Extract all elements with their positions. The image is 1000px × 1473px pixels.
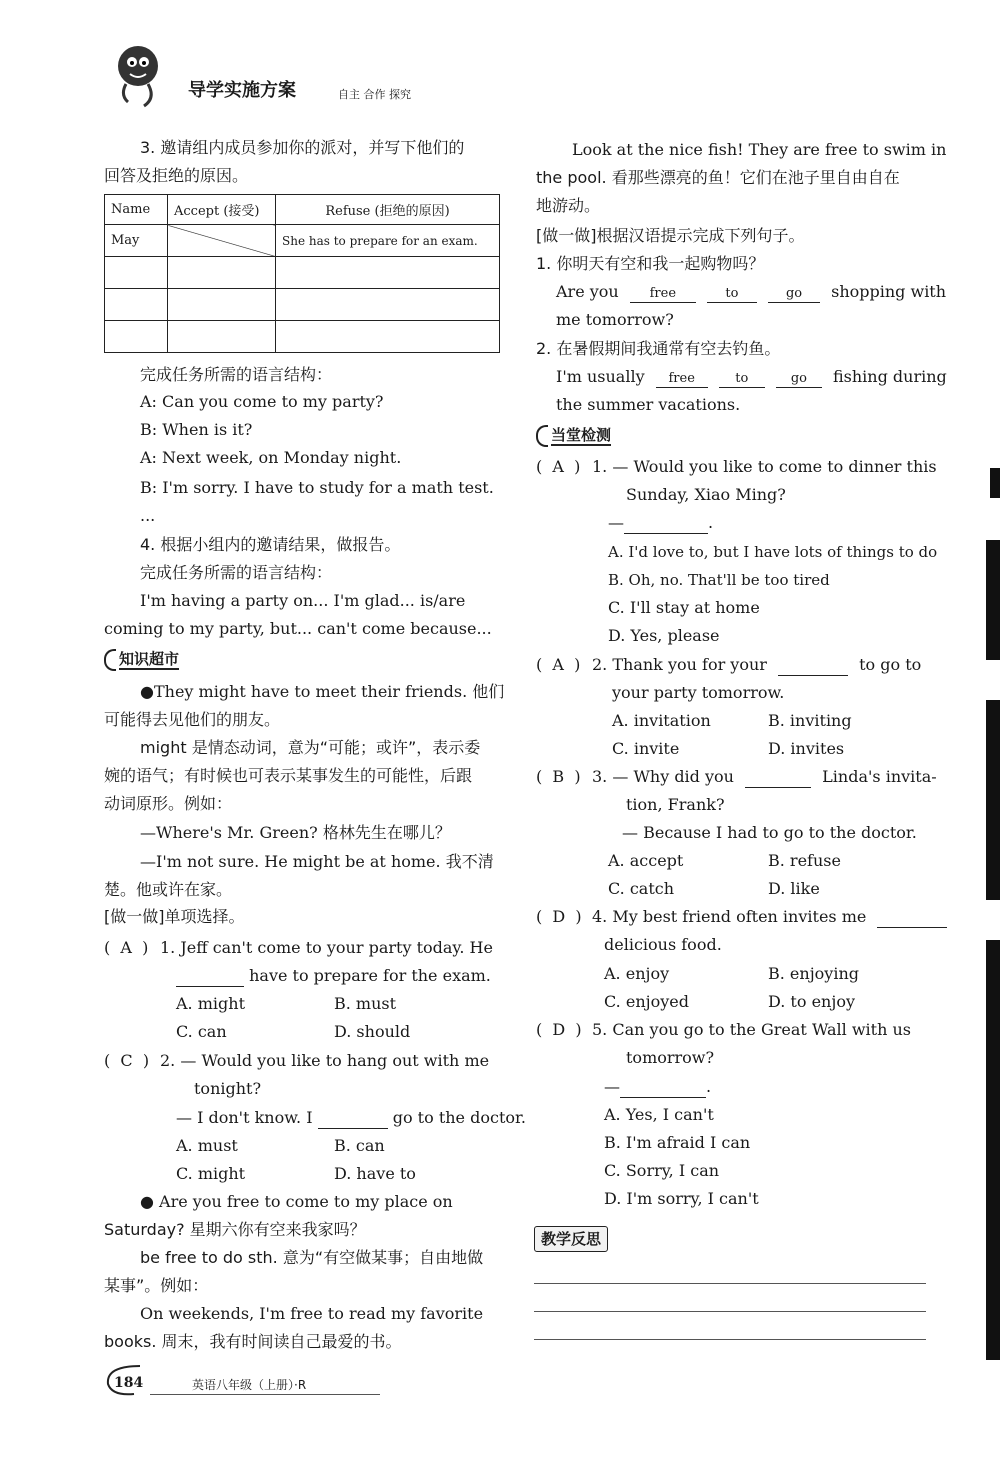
header-title: 导学实施方案 bbox=[188, 80, 296, 101]
fill-blank[interactable]: go bbox=[768, 286, 820, 303]
report-line-2: coming to my party, but... can't come because... bbox=[104, 619, 492, 638]
option: C. enjoyed bbox=[604, 992, 689, 1011]
knowledge-2: books. 周末，我有时间读自己最爱的书。 bbox=[104, 1332, 402, 1351]
table-row bbox=[105, 289, 500, 321]
option: D. invites bbox=[768, 739, 845, 758]
sentence-cn: 1. 你明天有空和我一起购物吗？ bbox=[536, 254, 765, 273]
option: C. Sorry, I can bbox=[604, 1161, 720, 1180]
table-header-name: Name bbox=[105, 195, 168, 225]
table-cell: She has to prepare for an exam. bbox=[276, 225, 500, 257]
option: A. must bbox=[176, 1136, 238, 1155]
doit-heading-2: [做一做]根据汉语提示完成下列句子。 bbox=[536, 226, 805, 245]
fish-example: Look at the nice fish! They are free to swim in bbox=[572, 140, 947, 159]
option: A. might bbox=[176, 994, 245, 1013]
option: A. invitation bbox=[612, 711, 711, 730]
question-line: have to prepare for the exam. bbox=[176, 965, 491, 987]
fill-blank[interactable] bbox=[778, 659, 848, 676]
section-test-heading: 当堂检测 bbox=[536, 424, 611, 447]
doit-heading-1: [做一做]单项选择。 bbox=[104, 907, 245, 926]
writing-line bbox=[534, 1283, 926, 1284]
struct-label-2: 完成任务所需的语言结构： bbox=[140, 563, 333, 582]
fill-blank[interactable] bbox=[877, 911, 947, 928]
bracket-icon bbox=[104, 649, 116, 671]
option: C. can bbox=[176, 1022, 227, 1041]
fill-blank[interactable]: free bbox=[656, 371, 708, 388]
fill-blank[interactable]: go bbox=[776, 371, 822, 388]
sentence-en: Are you free to go shopping with bbox=[556, 282, 947, 301]
knowledge-1-example: 楚。他或许在家。 bbox=[104, 880, 233, 899]
question-line: 5. Can you go to the Great Wall with us bbox=[592, 1020, 911, 1039]
option: B. refuse bbox=[768, 851, 841, 870]
table-cell: May bbox=[105, 225, 168, 257]
question-line: Sunday, Xiao Ming? bbox=[626, 485, 786, 504]
sentence-en: me tomorrow? bbox=[556, 310, 674, 329]
option: B. Oh, no. That'll be too tired bbox=[608, 571, 830, 589]
option: C. invite bbox=[612, 739, 680, 758]
option: B. I'm afraid I can bbox=[604, 1133, 751, 1152]
dialog-line: A: Can you come to my party? bbox=[140, 392, 384, 411]
fill-blank[interactable]: to bbox=[719, 371, 765, 388]
question-line: tomorrow? bbox=[626, 1048, 715, 1067]
header-subtitle: 自主 合作 探究 bbox=[338, 88, 411, 101]
knowledge-2: 某事”。例如： bbox=[104, 1276, 209, 1295]
knowledge-1-example: —I'm not sure. He might be at home. 我不清 bbox=[140, 852, 494, 871]
option: A. enjoy bbox=[604, 964, 670, 983]
page-edge-mark bbox=[986, 940, 1000, 1360]
option: B. can bbox=[334, 1136, 385, 1155]
fill-blank[interactable] bbox=[176, 970, 244, 987]
option: D. Yes, please bbox=[608, 626, 720, 645]
dialog-line: B: When is it? bbox=[140, 420, 253, 439]
task3-text-cont: 回答及拒绝的原因。 bbox=[104, 166, 249, 185]
fill-blank[interactable]: to bbox=[707, 286, 757, 303]
table-row bbox=[105, 257, 500, 289]
question-line: your party tomorrow. bbox=[612, 683, 785, 702]
knowledge-1-exp: might 是情态动词，意为“可能；或许”，表示委 bbox=[140, 738, 481, 757]
knowledge-2: be free to do sth. 意为“有空做某事；自由地做 bbox=[140, 1248, 484, 1267]
option: D. to enjoy bbox=[768, 992, 855, 1011]
question-line: tion, Frank? bbox=[626, 795, 725, 814]
sentence-en: the summer vacations. bbox=[556, 395, 741, 414]
table-cell-diagonal bbox=[168, 225, 276, 257]
book-title: 英语八年级（上册）·R bbox=[192, 1378, 307, 1392]
option: A. I'd love to, but I have lots of things to do bbox=[608, 543, 938, 561]
option: C. catch bbox=[608, 879, 675, 898]
option: C. I'll stay at home bbox=[608, 598, 760, 617]
writing-line bbox=[534, 1311, 926, 1312]
answer-slot: ( A ) bbox=[104, 938, 149, 957]
sentence-cn: 2. 在暑假期间我通常有空去钓鱼。 bbox=[536, 339, 781, 358]
mascot-logo bbox=[100, 40, 170, 110]
page-edge-mark bbox=[986, 700, 1000, 900]
answer-slot: ( D ) bbox=[536, 1020, 582, 1039]
page-edge-mark bbox=[990, 468, 1000, 498]
reflection-heading: 教学反思 bbox=[534, 1226, 608, 1252]
table-row bbox=[105, 321, 500, 353]
table-header-accept: Accept (接受) bbox=[168, 195, 276, 225]
question-line: 4. My best friend often invites me bbox=[592, 906, 947, 928]
fill-blank[interactable] bbox=[745, 771, 811, 788]
knowledge-1-exp: 动词原形。例如： bbox=[104, 794, 233, 813]
fill-blank[interactable] bbox=[318, 1112, 388, 1129]
struct-label-1: 完成任务所需的语言结构： bbox=[140, 365, 333, 384]
fish-example: 地游动。 bbox=[536, 196, 601, 215]
dialog-line: ... bbox=[140, 506, 156, 525]
question-line: — Because I had to go to the doctor. bbox=[622, 823, 917, 842]
page-number: 184 bbox=[114, 1375, 144, 1391]
fill-blank[interactable] bbox=[624, 517, 708, 534]
dialog-line: B: I'm sorry. I have to study for a math test. bbox=[140, 478, 494, 497]
knowledge-2: Saturday? 星期六你有空来我家吗？ bbox=[104, 1220, 366, 1239]
answer-slot: ( A ) bbox=[536, 655, 581, 674]
knowledge-1-exp: 婉的语气；有时候也可表示某事发生的可能性，后跟 bbox=[104, 766, 473, 785]
option: A. Yes, I can't bbox=[604, 1105, 714, 1124]
question-line: — I don't know. I go to the doctor. bbox=[176, 1108, 526, 1127]
answer-slot: ( B ) bbox=[536, 767, 581, 786]
option: B. enjoying bbox=[768, 964, 859, 983]
question-line: 2. — Would you like to hang out with me bbox=[160, 1051, 490, 1070]
knowledge-1-cn: 可能得去见他们的朋友。 bbox=[104, 710, 281, 729]
fill-blank[interactable] bbox=[620, 1081, 706, 1098]
report-line-1: I'm having a party on... I'm glad... is/are bbox=[140, 591, 466, 610]
knowledge-1-example: —Where's Mr. Green? 格林先生在哪儿？ bbox=[140, 823, 451, 842]
task4-text: 4. 根据小组内的邀请结果，做报告。 bbox=[140, 535, 401, 554]
fish-example: the pool. 看那些漂亮的鱼！它们在池子里自由自在 bbox=[536, 168, 900, 187]
knowledge-1-en: ●They might have to meet their friends. 他们 bbox=[140, 682, 505, 701]
answer-slot: ( A ) bbox=[536, 457, 581, 476]
bracket-icon bbox=[536, 425, 548, 447]
question-line: 2. Thank you for your to go to bbox=[592, 655, 922, 674]
knowledge-2: On weekends, I'm free to read my favorite bbox=[140, 1304, 484, 1323]
option: D. should bbox=[334, 1022, 411, 1041]
knowledge-2: ● Are you free to come to my place on bbox=[140, 1192, 453, 1211]
section-knowledge-heading: 知识超市 bbox=[104, 648, 179, 671]
question-line: delicious food. bbox=[604, 935, 722, 954]
option: D. have to bbox=[334, 1164, 416, 1183]
option: C. might bbox=[176, 1164, 246, 1183]
task3-text: 3. 邀请组内成员参加你的派对，并写下他们的 bbox=[140, 138, 465, 157]
fill-blank[interactable]: free bbox=[630, 286, 696, 303]
page-edge-mark bbox=[986, 540, 1000, 660]
answer-slot: ( C ) bbox=[104, 1051, 150, 1070]
table-row bbox=[105, 225, 500, 257]
invitation-table bbox=[104, 194, 500, 353]
option: D. I'm sorry, I can't bbox=[604, 1189, 759, 1208]
option: D. like bbox=[768, 879, 820, 898]
answer-slot: ( D ) bbox=[536, 907, 582, 926]
footer-rule bbox=[150, 1394, 380, 1395]
dialog-line: A: Next week, on Monday night. bbox=[140, 448, 402, 467]
question-line: — . bbox=[608, 513, 714, 532]
question-line: 1. Jeff can't come to your party today. He bbox=[160, 938, 493, 957]
sentence-en: I'm usually free to go fishing during bbox=[556, 367, 947, 386]
table-header-refuse: Refuse (拒绝的原因) bbox=[276, 195, 500, 225]
option: B. inviting bbox=[768, 711, 852, 730]
option: A. accept bbox=[608, 851, 684, 870]
option: B. must bbox=[334, 994, 397, 1013]
writing-line bbox=[534, 1339, 926, 1340]
question-line: 3. — Why did you Linda's invita- bbox=[592, 767, 937, 786]
question-line: 1. — Would you like to come to dinner this bbox=[592, 457, 937, 476]
question-line: — . bbox=[604, 1077, 712, 1096]
question-line: tonight? bbox=[194, 1079, 262, 1098]
